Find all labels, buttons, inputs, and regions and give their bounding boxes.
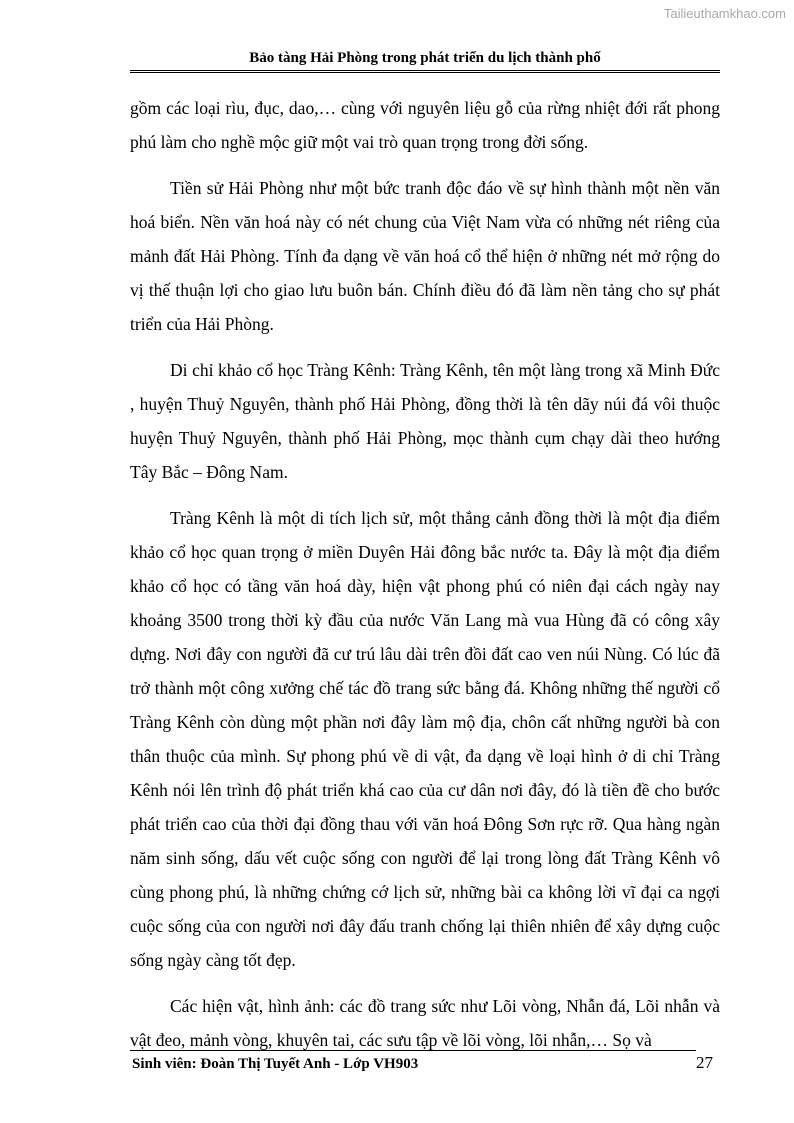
document-body (130, 91, 720, 1069)
watermark: Tailieuthamkhao.com (663, 6, 786, 21)
paragraph-continuation: gồm các loại rìu, đục, dao,… cùng với nguyên liệu gỗ của rừng nhiệt đới rất phong phú làm cho nghề mộc giữ một vai trò quan trọng trong đời sống. (130, 98, 720, 152)
paragraph: Tiền sử Hải Phòng như một bức tranh độc đáo về sự hình thành một nền văn hoá biển. Nền văn hoá này có nét chung của Việt Nam vừa có những nét riêng của mảnh đất Hải Phòng. Tính đa dạng về văn hoá cổ thể hiện ở những nét mở rộng do vị thế thuận lợi cho giao lưu buôn bán. Chính điều đó đã làm nền tảng cho sự phát triển của Hải Phòng. (130, 178, 720, 334)
header-divider (130, 70, 720, 73)
paragraph: Tràng Kênh là một di tích lịch sử, một thắng cảnh đồng thời là một địa điểm khảo cổ học quan trọng ở miền Duyên Hải đông bắc nước ta. Đây là một địa điểm khảo cổ học có tầng văn hoá dày, hiện vật phong phú có niên đại cách ngày nay khoảng 3500 trong thời kỳ đầu của nước Văn Lang mà vua Hùng đã có công xây dựng. Nơi đây con người đã cư trú lâu dài trên đồi đất cao ven núi Nùng. Có lúc đã trở thành một công xưởng chế tác đồ trang sức bằng đá. Không những thế người cổ Tràng Kênh còn dùng một phần nơi đây làm mộ địa, chôn cất những người bà con thân thuộc của mình. Sự phong phú về di vật, đa dạng về loại hình ở di chỉ Tràng Kênh nói lên trình độ phát triển khá cao của cư dân nơi đây, đó là tiền đề cho bước phát triển cao của thời đại đồng thau với văn hoá Đông Sơn rực rỡ. Qua hàng ngàn năm sinh sống, dấu vết cuộc sống con người để lại trong lòng đất Tràng Kênh vô cùng phong phú, là những chứng cớ lịch sử, những bài ca không lời vĩ đại ca ngợi cuộc sống của con người nơi đây đấu tranh chống lại thiên nhiên để xây dựng cuộc sống ngày càng tốt đẹp. (130, 508, 720, 970)
page-number: 27 (696, 1053, 713, 1072)
footer-divider (130, 1050, 696, 1051)
paragraph: Các hiện vật, hình ảnh: các đồ trang sức như Lõi vòng, Nhẫn đá, Lõi nhẫn và vật đeo, mảnh vòng, khuyên tai, các sưu tập về lõi vòng, lõi nhẫn,… Sọ và (130, 996, 720, 1050)
footer-author: Sinh viên: Đoàn Thị Tuyết Anh - Lớp VH903 (132, 1056, 419, 1072)
page-header-title: Bảo tàng Hải Phòng trong phát triển du lịch thành phố (249, 50, 601, 66)
paragraph: Di chỉ khảo cổ học Tràng Kênh: Tràng Kênh, tên một làng trong xã Minh Đức , huyện Thuỷ Nguyên, thành phố Hải Phòng, đồng thời là tên dãy núi đá vôi thuộc huyện Thuỷ Nguyên, thành phố Hải Phòng, mọc thành cụm chạy dài theo hướng Tây Bắc – Đông Nam. (130, 360, 720, 482)
